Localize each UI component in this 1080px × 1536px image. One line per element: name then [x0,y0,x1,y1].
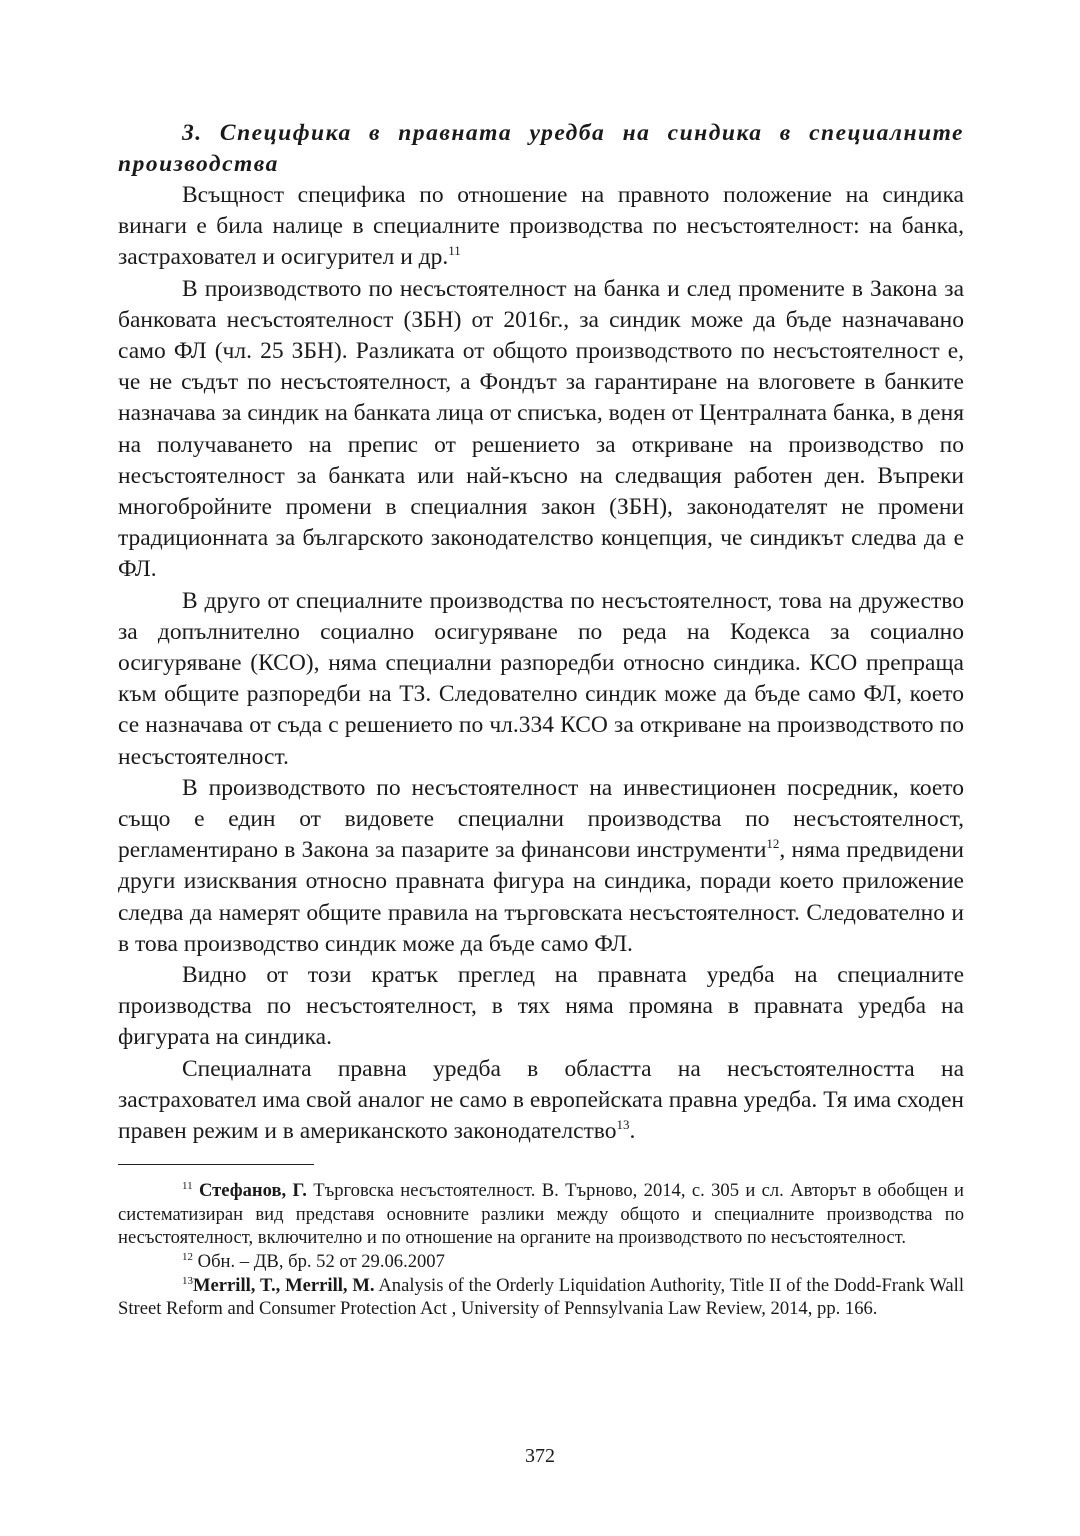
footnote-13 [118,1274,964,1321]
footnote-ref-13: 13 [616,1117,630,1133]
paragraph-4-text-after: , няма предвидени други изисквания относно правната фигура на синдика, поради което приложение следва да намерят общите правила на търговската несъстоятелност. Следователно и в това производство синдик може да бъде само ФЛ. [118,837,964,957]
footnote-11-text: Търговска несъстоятелност. В. Търново, 2014, с. 305 и сл. Авторът в обобщен и систематизиран вид представя основните разлики между общото и специалните производства по несъстоятелност, включително и по отношение на органите на производството по несъстоятелност. [118,1180,964,1249]
paragraph-6-text-end: . [629,1118,636,1145]
footnote-12-number: 12 [182,1250,193,1263]
paragraph-4 [118,773,964,960]
footnote-12 [118,1250,964,1274]
paragraph-1-text: Всъщност специфика по отношение на правното положение на синдика винаги е била налице в специалните производства по несъстоятелност: на банка, застраховател и осигурител и др. [118,182,964,271]
footnote-11-number: 11 [182,1180,193,1193]
footnote-13-number: 13 [182,1274,193,1287]
footnote-ref-12: 12 [766,836,780,852]
page-body [118,118,964,1321]
footnote-11-author: Стефанов, Г. [198,1180,307,1202]
footnote-12-text: Обн. – ДВ, бр. 52 от 29.06.2007 [193,1251,445,1273]
footnote-ref-11: 11 [448,243,461,259]
paragraph-3: В друго от специалните производства по несъстоятелност, това на дружество за допълнително социално осигуряване по реда на Кодекса за социално осигуряване (КСО), няма специални разпоредби относно синдика. КСО препраща към общите разпоредби на ТЗ. Следователно синдик може да бъде само ФЛ, което се назначава от съда с решението по чл.334 КСО за откриване на производството по несъстоятелност. [118,587,964,770]
paragraph-2: В производството по несъстоятелност на банка и след промените в Закона за банковата несъстоятелност (ЗБН) от 2016г., за синдик може да бъде назначавано само ФЛ (чл. 25 ЗБН). Разликата от общото производството по несъстоятелност е, че не съдът по несъстоятелност, а Фондът за гарантиране на влоговете в банките назначава за синдик на банката лица от списъка, воден от Централната банка, в деня на получаването на препис от решението за откриване на производство по несъстоятелност за банката или най-късно на следващия работен ден. Въпреки многобройните промени в специалния закон (ЗБН), законодателят не промени традиционната за българското законодателство концепция, че синдикът следва да е ФЛ. [118,275,964,583]
footnote-13-text: Analysis of the Orderly Liquidation Authority, Title II of the Dodd-Frank Wall Street Reform and Consumer Protection Act , University of Pennsylvania Law Review, 2014, pp. 166. [118,1274,964,1320]
paragraph-5: Видно от този кратък преглед на правната уредба на специалните производства по несъстоятелност, в тях няма промяна в правната уредба на фигурата на синдика. [118,962,964,1051]
section-heading: 3. Специфика в правната уредба на синдика в специалните производства [118,120,964,177]
paragraph-6-text: Специалната правна уредба в областта на несъстоятелността на застраховател има свой аналог не само в европейската правна уредба. Тя има сходен правен режим и в американското законодателство [118,1055,964,1145]
paragraph-1 [118,180,964,274]
paragraph-4-text-before: В производството по несъстоятелност на инвестиционен посредник, което също е един от видовете специални производства по несъстоятелност, регламентирано в Закона за пазарите за финансови инструменти [118,774,964,864]
paragraph-6 [118,1054,964,1148]
page-number: 372 [525,1445,555,1467]
footnote-11 [118,1179,964,1250]
footnote-13-author: Merrill, T., Merrill, M. [193,1274,375,1296]
footnote-divider [118,1164,314,1165]
